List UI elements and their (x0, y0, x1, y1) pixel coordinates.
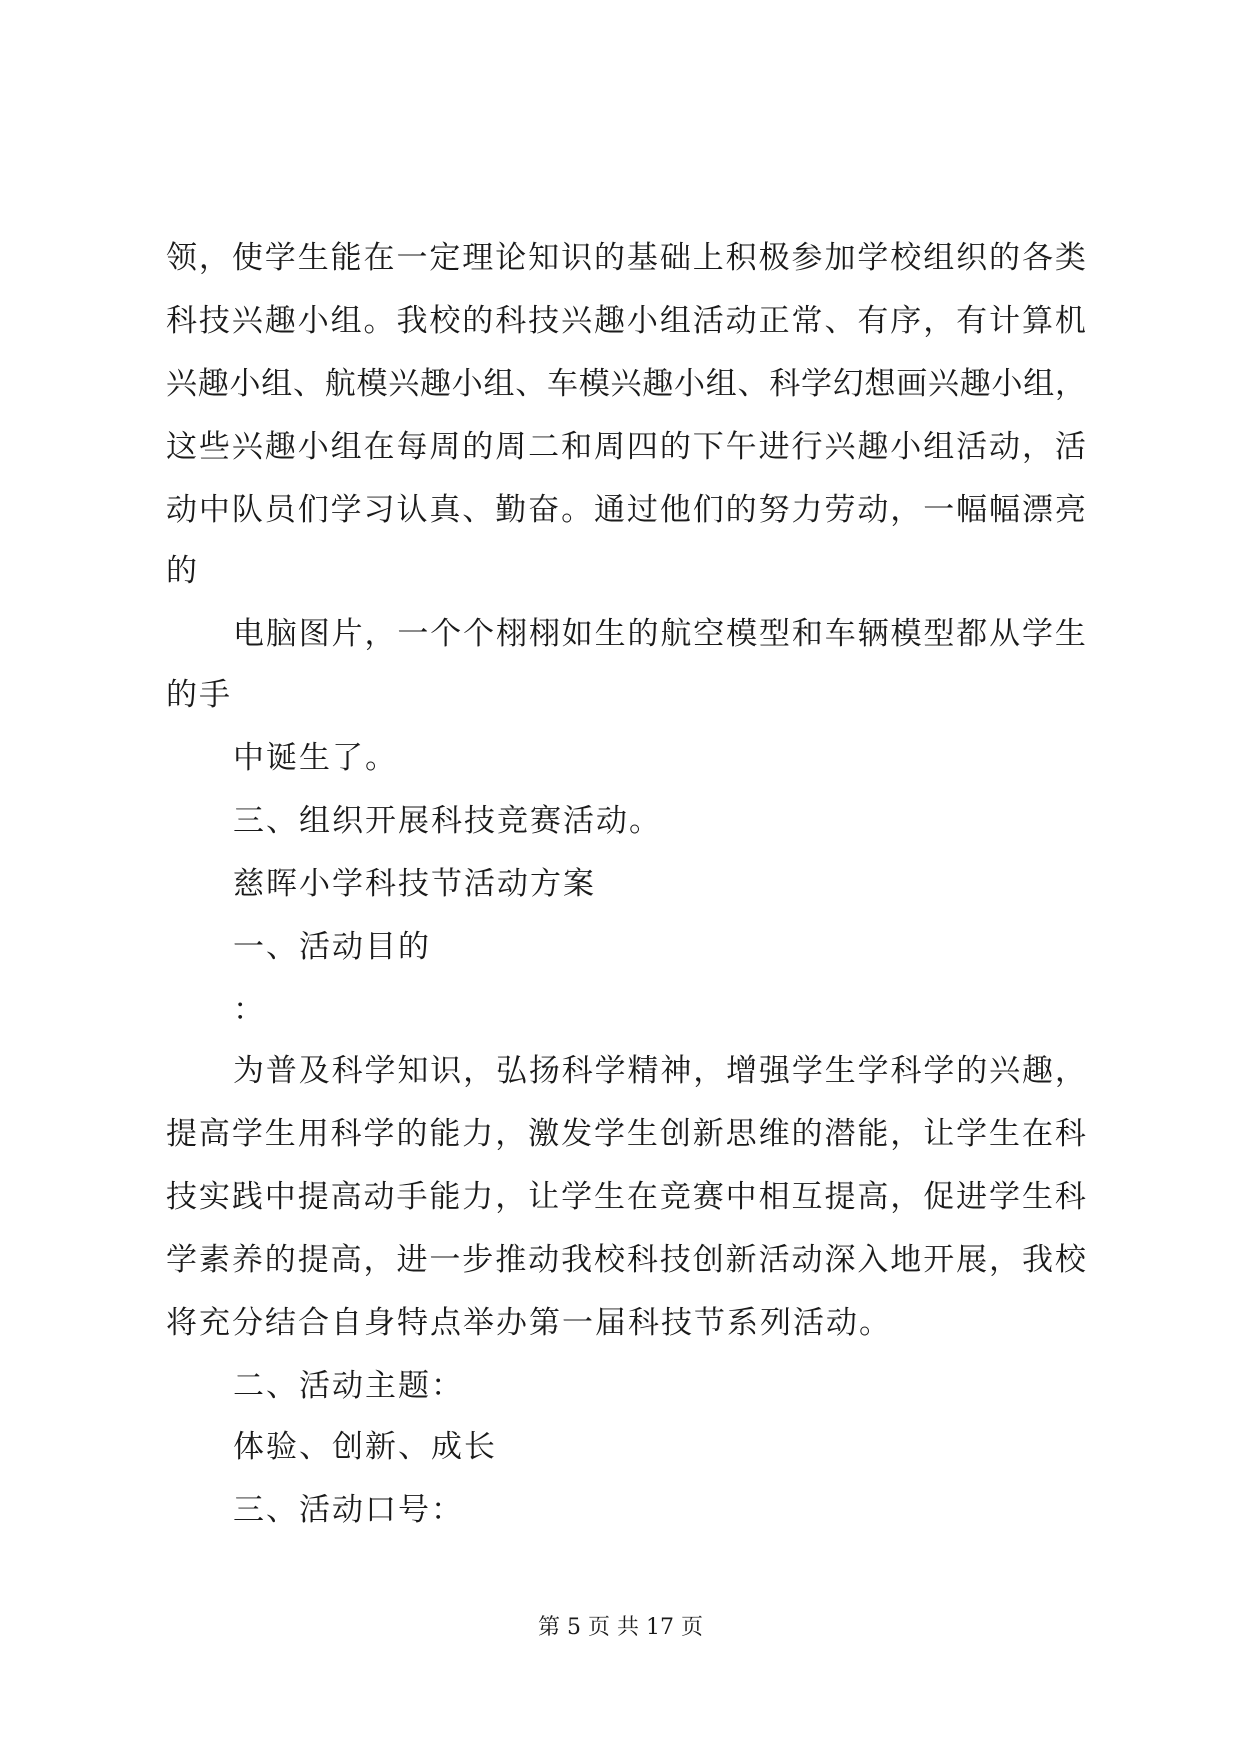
body-line-1: 领 ， 使 学 生 能 在 一 定 理 论 知 识 的 基 础 上 积 极 参 加 学 校 组 织 的 各 类 (166, 240, 1086, 276)
section-heading-slogan: 三、活动口号： (233, 1492, 464, 1528)
body-line-18: 将充分结合自身特点举办第一届科技节系列活动。 (166, 1305, 892, 1341)
section-heading-theme: 二、活动主题： (233, 1368, 464, 1404)
body-line-5: 动 中 队 员 们 学 习 认 真 、 勤 奋 。 通 过 他 们 的 努 力 劳 动 ， 一 幅 幅 漂 亮 (166, 492, 1086, 528)
document-subtitle: 慈晖小学科技节活动方案 (233, 866, 596, 902)
body-line-6: 的 (166, 553, 199, 589)
body-line-16: 技 实 践 中 提 高 动 手 能 力 ， 让 学 生 在 竞 赛 中 相 互 提 高 ， 促 进 学 生 科 (166, 1179, 1086, 1215)
body-line-4: 这 些 兴 趣 小 组 在 每 周 的 周 二 和 周 四 的 下 午 进 行 兴 趣 小 组 活 动 ， 活 (166, 429, 1086, 465)
body-line-17: 学 素 养 的 提 高 ， 进 一 步 推 动 我 校 科 技 创 新 活 动 深 入 地 开 展 ， 我 校 (166, 1242, 1086, 1278)
body-line-8: 的手 (166, 677, 232, 713)
body-line-7: 电 脑 图 片 ， 一 个 个 栩 栩 如 生 的 航 空 模 型 和 车 辆 模 型 都 从 学 生 (233, 616, 1086, 652)
page-number-footer: 第 5 页 共 17 页 (538, 1615, 703, 1640)
theme-text: 体验、创新、成长 (233, 1429, 497, 1465)
body-line-2: 科 技 兴 趣 小 组 。 我 校 的 科 技 兴 趣 小 组 活 动 正 常 、 有 序 ， 有 计 算 机 (166, 303, 1086, 339)
body-line-14: 为 普 及 科 学 知 识 ， 弘 扬 科 学 精 神 ， 增 强 学 生 学 科 学 的 兴 趣 ， (233, 1053, 1086, 1089)
body-line-3: 兴 趣 小 组 、 航 模 兴 趣 小 组 、 车 模 兴 趣 小 组 、 科 学 幻 想 画 兴 趣 小 组 ， (166, 366, 1086, 402)
body-line-15: 提 高 学 生 用 科 学 的 能 力 ， 激 发 学 生 创 新 思 维 的 潜 能 ， 让 学 生 在 科 (166, 1116, 1086, 1152)
section-heading-competition: 三、组织开展科技竞赛活动。 (233, 803, 662, 839)
section-heading-purpose: 一、活动目的 (233, 929, 431, 965)
body-line-9: 中诞生了。 (233, 740, 398, 776)
colon-line: ： (233, 992, 266, 1028)
